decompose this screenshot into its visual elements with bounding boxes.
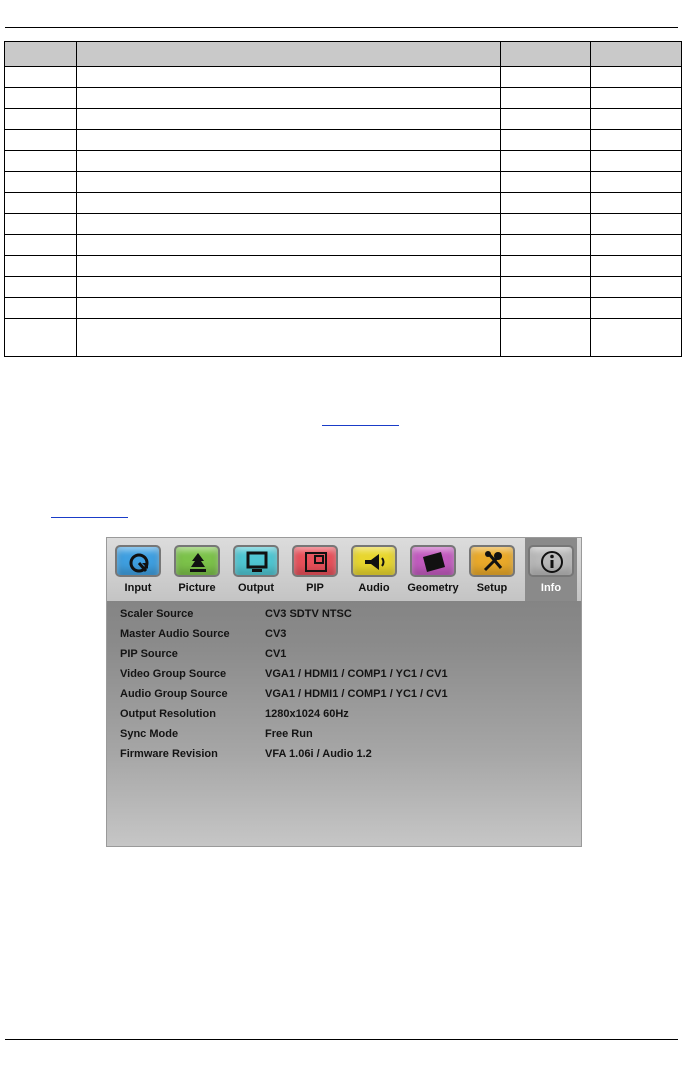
- info-row-sync-mode: Sync Mode Free Run: [120, 728, 313, 740]
- table-row: [5, 172, 682, 193]
- table-row: [5, 130, 682, 151]
- table-row: [5, 235, 682, 256]
- table-row: [5, 256, 682, 277]
- pip-icon: [292, 545, 338, 577]
- tab-output[interactable]: Output: [230, 544, 282, 600]
- info-icon: [528, 545, 574, 577]
- table-row: [5, 88, 682, 109]
- tab-input[interactable]: Input: [112, 544, 164, 600]
- output-icon: [233, 545, 279, 577]
- tab-geometry[interactable]: Geometry: [407, 544, 459, 600]
- table-row: [5, 214, 682, 235]
- info-row-output-resolution: Output Resolution 1280x1024 60Hz: [120, 708, 349, 720]
- audio-icon: [351, 545, 397, 577]
- tab-pip[interactable]: PIP: [289, 544, 341, 600]
- table-header-row: [5, 42, 682, 67]
- table-row: [5, 319, 682, 357]
- cross-reference-link[interactable]: [51, 517, 128, 518]
- parameter-table: [4, 41, 682, 357]
- osd-menu-tabs: [107, 538, 581, 601]
- info-row-audio-group-source: Audio Group Source VGA1 / HDMI1 / COMP1 / YC1 / CV1: [120, 688, 448, 700]
- info-list: [120, 608, 570, 768]
- picture-icon: [174, 545, 220, 577]
- table-row: [5, 151, 682, 172]
- tab-picture[interactable]: Picture: [171, 544, 223, 600]
- footer-rule: [5, 1039, 678, 1040]
- info-row-firmware-revision: Firmware Revision VFA 1.06i / Audio 1.2: [120, 748, 372, 760]
- info-row-video-group-source: Video Group Source VGA1 / HDMI1 / COMP1 / YC1 / CV1: [120, 668, 448, 680]
- tab-setup[interactable]: Setup: [466, 544, 518, 600]
- header-rule: [5, 27, 678, 28]
- info-row-master-audio-source: Master Audio Source CV3: [120, 628, 287, 640]
- tab-audio[interactable]: Audio: [348, 544, 400, 600]
- tab-info[interactable]: Info: [525, 538, 577, 601]
- cross-reference-link[interactable]: [322, 425, 399, 426]
- info-row-scaler-source: Scaler Source CV3 SDTV NTSC: [120, 608, 352, 620]
- table-row: [5, 67, 682, 88]
- osd-info-screen: [106, 537, 582, 847]
- table-row: [5, 298, 682, 319]
- table-row: [5, 277, 682, 298]
- setup-icon: [469, 545, 515, 577]
- table-row: [5, 109, 682, 130]
- geometry-icon: [410, 545, 456, 577]
- info-row-pip-source: PIP Source CV1: [120, 648, 287, 660]
- input-icon: [115, 545, 161, 577]
- table-row: [5, 193, 682, 214]
